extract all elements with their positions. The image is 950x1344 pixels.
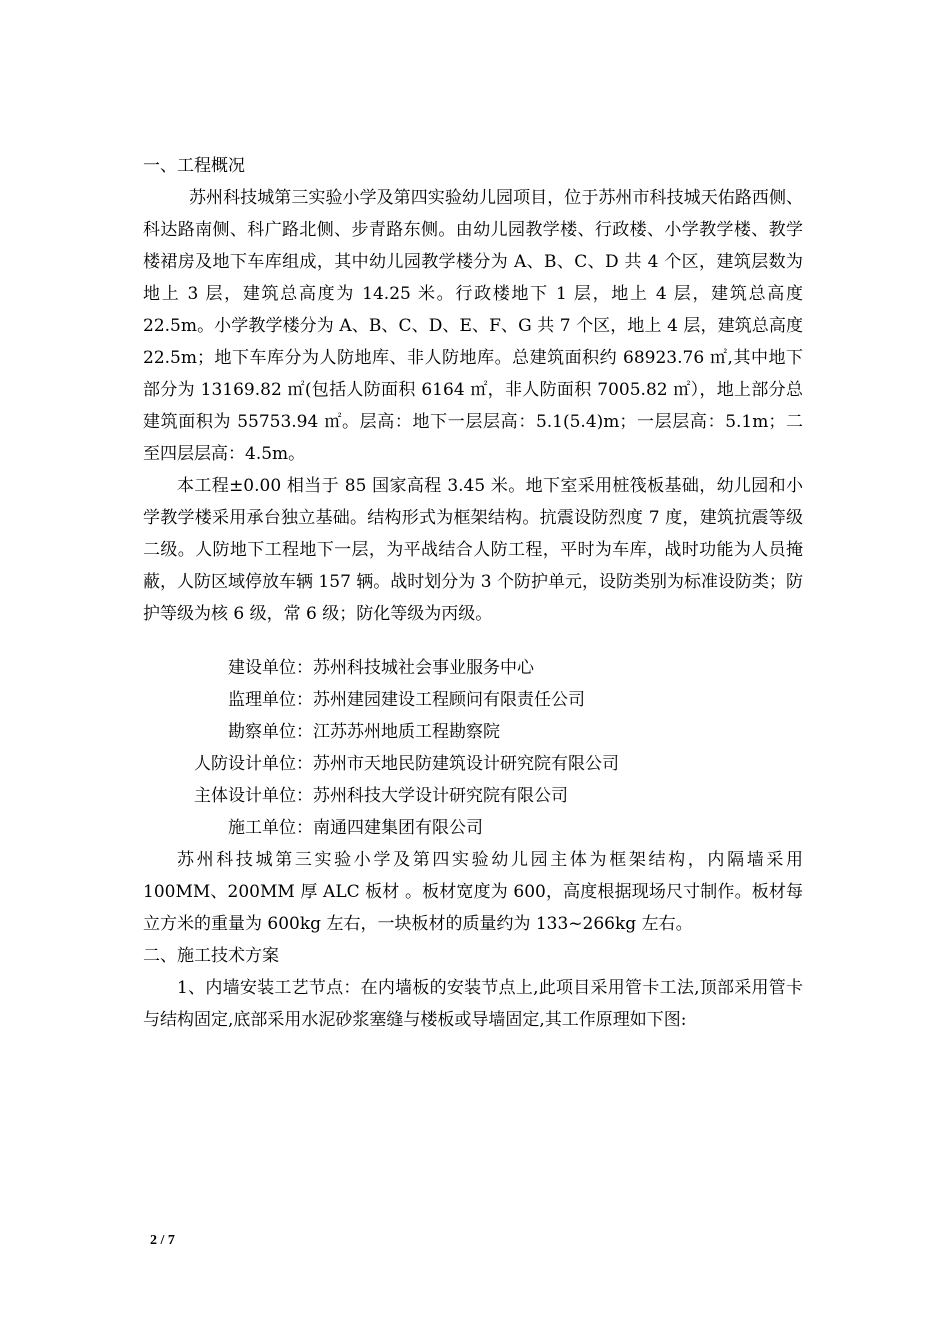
page-content xyxy=(143,150,803,1036)
spacer xyxy=(143,630,803,652)
party-role: 建设单位： xyxy=(228,658,313,678)
structure-description-paragraph: 本工程±0.00 相当于 85 国家高程 3.45 米。地下室采用桩筏板基础，幼儿园和小学教学楼采用承台独立基础。结构形式为框架结构。抗震设防烈度 7 度，建筑抗震等级二级。人防地下工程地下一层，为平战结合人防工程，平时为车库，战时功能为人员掩蔽，人防区域停放车辆 157 辆。战时划分为 3 个防护单元，设防类别为标准设防类；防护等级为核 6 级，常 6 级；防化等级为丙级。 xyxy=(143,476,803,624)
party-row-civil-defense-design-unit xyxy=(143,748,803,780)
party-row-survey-unit xyxy=(143,716,803,748)
project-description-paragraph: 苏州科技城第三实验小学及第四实验幼儿园项目，位于苏州市科技城天佑路西侧、科达路南侧、科广路北侧、步青路东侧。由幼儿园教学楼、行政楼、小学教学楼、教学楼裙房及地下车库组成，其中幼儿园教学楼分为 A、B、C、D 共 4 个区，建筑层数为地上 3 层，建筑总高度为 14.25 米。行政楼地下 1 层，地上 4 层，建筑总高度 22.5m。小学教学楼分为 A、B、C、D、E、F、G 共 7 个区，地上 4 层，建筑总高度 22.5m；地下车库分为人防地库、非人防地库。总建筑面积约 68923.76 ㎡,其中地下部分为 13169.82 ㎡(包括人防面积 6164 ㎡，非人防面积 7005.82 ㎡），地上部分总建筑面积为 55753.94 ㎡。层高：地下一层层高：5.1(5.4)m；一层层高：5.1m；二至四层层高：4.5m。 xyxy=(143,188,803,464)
party-name: 苏州市天地民防建筑设计研究院有限公司 xyxy=(313,754,619,774)
party-role: 勘察单位： xyxy=(228,722,313,742)
wall-panel-paragraph: 苏州科技城第三实验小学及第四实验幼儿园主体为框架结构，内隔墙采用 100MM、200MM 厚 ALC 板材 。板材宽度为 600，高度根据现场尺寸制作。板材每立方米的重量为 600kg 左右，一块板材的质量约为 133~266kg 左右。 xyxy=(143,850,803,934)
party-role: 主体设计单位： xyxy=(194,786,313,806)
installation-node-paragraph: 1、内墙安装工艺节点：在内墙板的安装节点上,此项目采用管卡工法,顶部采用管卡与结构固定,底部采用水泥砂浆塞缝与楼板或导墙固定,其工作原理如下图: xyxy=(143,978,803,1030)
party-row-contractor-unit xyxy=(143,812,803,844)
party-name: 苏州科技大学设计研究院有限公司 xyxy=(313,786,568,806)
party-role: 施工单位： xyxy=(228,818,313,838)
party-name: 苏州科技城社会事业服务中心 xyxy=(313,658,534,678)
party-role: 人防设计单位： xyxy=(194,754,313,774)
party-name: 南通四建集团有限公司 xyxy=(313,818,483,838)
party-name: 苏州建园建设工程顾问有限责任公司 xyxy=(313,690,585,710)
section-heading-overview: 一、工程概况 xyxy=(143,156,245,176)
party-row-supervision-unit xyxy=(143,684,803,716)
party-name: 江苏苏州地质工程勘察院 xyxy=(313,722,500,742)
party-role: 监理单位： xyxy=(228,690,313,710)
party-row-main-design-unit xyxy=(143,780,803,812)
party-row-construction-unit xyxy=(143,652,803,684)
page-number: 2 / 7 xyxy=(150,1233,175,1248)
section-heading-technical-plan: 二、施工技术方案 xyxy=(143,946,279,966)
